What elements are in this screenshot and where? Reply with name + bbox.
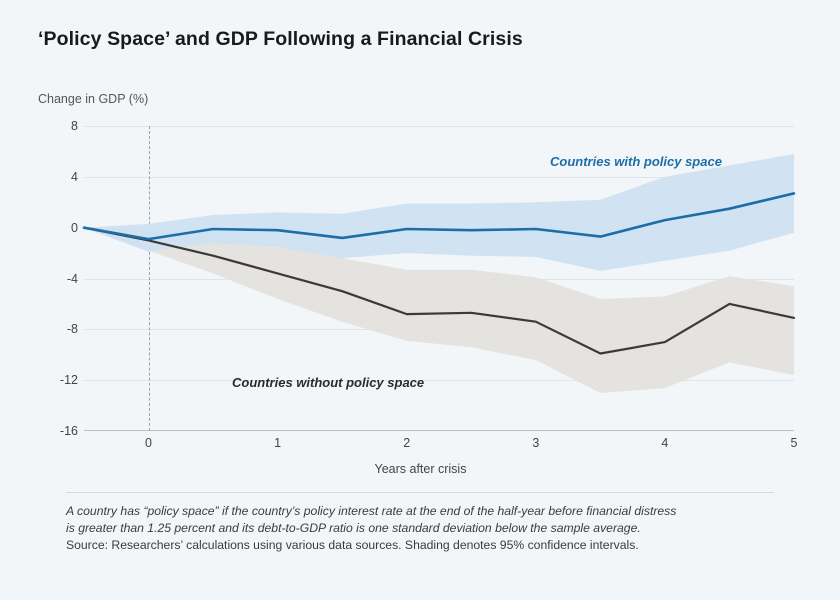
x-tick-3: 3 (532, 436, 540, 450)
footnote-line-3: Source: Researchers’ calculations using various data sources. Shading denotes 95% confidence intervals. (66, 538, 639, 552)
y-tick-neg8: -8 (66, 322, 78, 337)
x-tick-1: 1 (274, 436, 282, 450)
x-tick-4: 4 (661, 436, 669, 450)
y-tick-neg12: -12 (59, 373, 78, 388)
footnote (66, 503, 778, 554)
x-axis-tick-labels (84, 436, 798, 458)
y-tick-neg4: -4 (66, 271, 78, 286)
page-title: ‘Policy Space’ and GDP Following a Financial Crisis (38, 28, 523, 50)
x-tick-5: 5 (790, 436, 798, 450)
plot-region (84, 126, 794, 431)
x-tick-0: 0 (145, 436, 152, 450)
x-tick-2: 2 (403, 436, 411, 450)
footnote-line-1: A country has “policy space” if the country’s policy interest rate at the end of the half-year before financial distress (66, 504, 677, 518)
y-tick-0: 0 (71, 220, 78, 235)
footnote-divider (66, 492, 774, 493)
y-axis-title: Change in GDP (%) (38, 92, 149, 106)
annotation-without-policy-space: Countries without policy space (232, 375, 425, 390)
y-tick-neg16: -16 (59, 424, 78, 438)
annotation-with-policy-space: Countries with policy space (550, 154, 722, 169)
y-tick-8: 8 (71, 119, 78, 133)
chart-area (38, 118, 803, 448)
footnote-line-2: is greater than 1.25 percent and its debt-to-GDP ratio is one standard deviation below the sample average. (66, 521, 641, 535)
x-axis-title: Years after crisis (374, 462, 467, 476)
y-axis-tick-labels (38, 119, 78, 438)
series-svg (84, 126, 794, 431)
y-tick-4: 4 (71, 169, 78, 184)
